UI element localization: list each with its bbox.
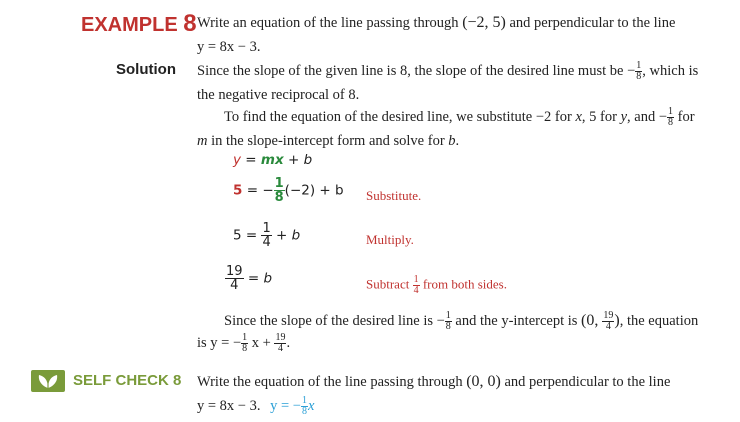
p2-text-a: To find the equation of the desired line, we substitute −2 for xyxy=(224,109,576,125)
conclusion-g: x + xyxy=(248,335,275,352)
step4-note-b: from both sides. xyxy=(419,276,507,292)
step4-rest: = b xyxy=(243,270,273,287)
step1-y: y xyxy=(233,152,241,168)
conclusion-c: (0, xyxy=(581,312,603,329)
frac-num: 19 xyxy=(226,264,243,279)
step-3-note: Multiply. xyxy=(366,232,414,247)
example-statement xyxy=(197,11,732,59)
var-m: m xyxy=(197,133,208,149)
frac-den: 8 xyxy=(636,71,642,83)
frac-num: 1 xyxy=(242,332,248,344)
minus-sign: − xyxy=(658,109,668,125)
step4-note-a: Subtract xyxy=(366,276,413,292)
frac-den: 8 xyxy=(445,321,451,333)
leaf-icon xyxy=(31,370,65,392)
frac-den: 8 xyxy=(668,117,674,129)
fraction-nineteen-fourths xyxy=(225,265,244,292)
step2-equals: = xyxy=(242,182,263,199)
selfcheck-text-2: and perpendicular to the line xyxy=(500,374,671,390)
selfcheck-answer xyxy=(270,395,315,418)
selfcheck-text-1: Write the equation of the line passing through xyxy=(197,374,467,390)
frac-den: 8 xyxy=(301,406,307,418)
conclusion-d: ) xyxy=(614,312,620,329)
example-text-1: Write an equation of the line passing through xyxy=(197,15,463,31)
solution-p1-text: Since the slope of the given line is 8, the slope of the desired line must be xyxy=(197,63,628,79)
step-4-equation xyxy=(225,265,272,292)
step-3-equation xyxy=(233,222,300,249)
solution-label: Solution xyxy=(116,61,176,78)
frac-num: 1 xyxy=(274,176,284,191)
p2-text-e: in the slope-intercept form and solve for xyxy=(207,133,449,149)
example-label-text: EXAMPLE xyxy=(81,14,178,36)
step1-rest: + b xyxy=(283,152,313,168)
fraction-nineteen-fourths xyxy=(602,311,614,332)
fraction-one-eighth xyxy=(445,311,452,332)
conclusion-h: . xyxy=(286,335,291,352)
frac-num: 1 xyxy=(445,310,451,322)
frac-num: 1 xyxy=(636,60,642,72)
example-text-2: and perpendicular to the line xyxy=(505,15,676,31)
p2-text-c: , and xyxy=(627,109,659,125)
solution-paragraph-2 xyxy=(197,105,732,153)
frac-num: 19 xyxy=(275,332,286,344)
step-2-equation xyxy=(233,177,344,204)
frac-den: 8 xyxy=(274,190,284,205)
example-label xyxy=(81,10,197,38)
frac-num: 1 xyxy=(301,395,307,407)
var-b: b xyxy=(448,133,456,149)
step1-mx: mx xyxy=(260,152,284,168)
fraction-one-eighth xyxy=(301,396,308,417)
frac-den: 4 xyxy=(230,278,239,293)
solution-p1-line2: the negative reciprocal of 8. xyxy=(197,87,360,103)
minus-sign: − xyxy=(262,182,274,199)
example-line-equation: y = 8x − 3. xyxy=(197,39,261,55)
step2-rest: (−2) + b xyxy=(284,182,344,199)
self-check-label: SELF CHECK 8 xyxy=(73,372,182,389)
step3-lhs: 5 = xyxy=(233,227,262,244)
fraction-one-eighth xyxy=(274,177,285,204)
example-number: 8 xyxy=(183,10,197,37)
frac-num: 19 xyxy=(603,310,614,322)
frac-num: 1 xyxy=(668,106,674,118)
selfcheck-point: (0, 0) xyxy=(466,373,501,390)
fraction-nineteen-fourths xyxy=(274,333,286,354)
frac-num: 1 xyxy=(413,274,419,285)
step-1-equation xyxy=(233,152,312,168)
conclusion-f: is y = − xyxy=(197,335,242,352)
fraction-one-fourth xyxy=(413,275,420,296)
step-2-note: Substitute. xyxy=(366,188,422,203)
step3-rest: + b xyxy=(271,227,301,244)
p2-text-b: , 5 for xyxy=(581,109,621,125)
conclusion-a: Since the slope of the desired line is − xyxy=(224,313,445,329)
step-4-note xyxy=(366,275,507,296)
frac-den: 8 xyxy=(242,343,248,355)
step1-equals: = xyxy=(241,152,261,168)
self-check-badge xyxy=(31,370,65,392)
minus-sign: − xyxy=(627,63,636,79)
example-point: (−2, 5) xyxy=(462,14,506,31)
var-x: x xyxy=(575,109,582,125)
solution-paragraph-1 xyxy=(197,59,732,107)
var-y: y xyxy=(620,109,628,125)
p2-text-d: for xyxy=(674,109,695,125)
frac-den: 4 xyxy=(277,343,283,355)
step2-lhs: 5 xyxy=(233,182,243,199)
selfcheck-line-equation: y = 8x − 3. xyxy=(197,398,261,414)
fraction-one-eighth xyxy=(667,107,674,128)
self-check-statement xyxy=(197,370,732,418)
frac-den: 4 xyxy=(262,235,271,250)
conclusion-b: and the y-intercept is xyxy=(451,313,582,329)
answer-a: y = − xyxy=(270,398,301,414)
p2-text-f: . xyxy=(455,133,460,149)
solution-p1-tail: , which is xyxy=(642,63,699,79)
conclusion-e: , the equation xyxy=(619,313,699,329)
conclusion-paragraph xyxy=(197,310,732,354)
frac-num: 1 xyxy=(262,221,271,236)
frac-den: 4 xyxy=(605,321,611,333)
answer-b: x xyxy=(307,398,315,414)
fraction-one-fourth xyxy=(261,222,271,249)
frac-den: 4 xyxy=(413,285,419,296)
